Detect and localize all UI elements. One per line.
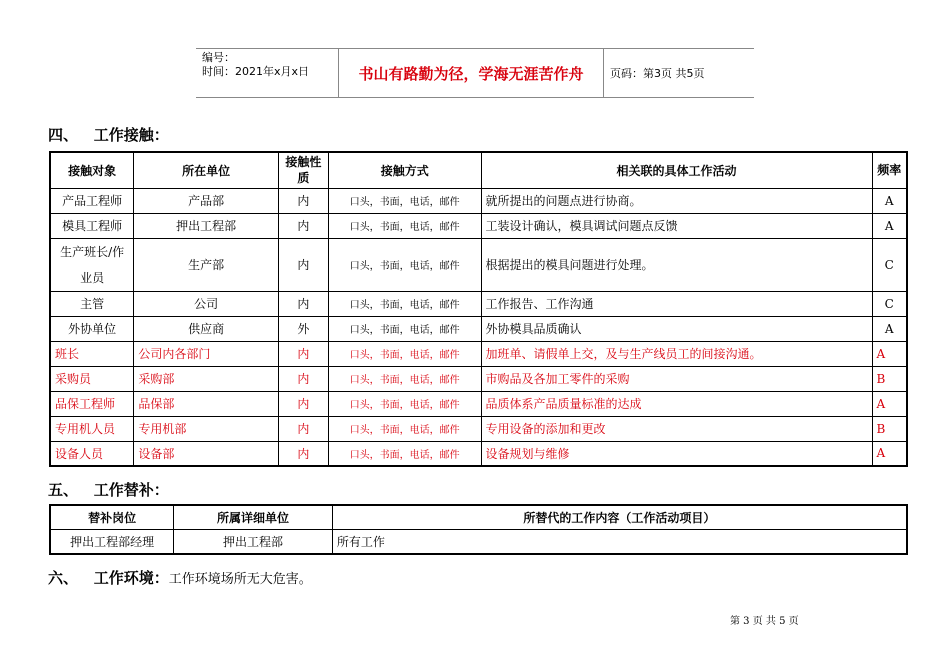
frequency-cell: A: [872, 213, 907, 238]
column-header: 接触对象: [50, 152, 134, 188]
target-cell: 设备人员: [50, 441, 134, 466]
section-title: 工作接触：: [93, 126, 169, 144]
column-header: 频率: [872, 152, 907, 188]
method-cell: 口头，书面，电话，邮件: [328, 291, 481, 316]
target-cell: 外协单位: [50, 316, 134, 341]
target-cell: 品保工程师: [50, 391, 134, 416]
target-cell: 采购员: [50, 366, 134, 391]
frequency-cell: B: [872, 416, 907, 441]
unit-cell: 公司内各部门: [134, 341, 279, 366]
contact-table: [49, 151, 908, 467]
frequency-cell: B: [872, 366, 907, 391]
method-cell: 口头，书面，电话，邮件: [328, 238, 481, 291]
table-row: [50, 529, 907, 554]
table-row: [50, 366, 907, 391]
nature-cell: 内: [278, 238, 328, 291]
activity-cell: 品质体系产品质量标准的达成: [481, 391, 872, 416]
activity-cell: 外协模具品质确认: [481, 316, 872, 341]
frequency-cell: A: [872, 341, 907, 366]
activity-cell: 专用设备的添加和更改: [481, 416, 872, 441]
table-header-row: [50, 152, 907, 188]
nature-cell: 外: [278, 316, 328, 341]
unit-cell: 产品部: [134, 188, 279, 213]
target-cell: 主管: [50, 291, 134, 316]
table-header-row: [50, 505, 907, 529]
method-cell: 口头，书面，电话，邮件: [328, 441, 481, 466]
frequency-cell: A: [872, 391, 907, 416]
table-row: [50, 213, 907, 238]
method-cell: 口头，书面，电话，邮件: [328, 188, 481, 213]
method-cell: 口头，书面，电话，邮件: [328, 341, 481, 366]
unit-cell: 供应商: [134, 316, 279, 341]
method-cell: 口头，书面，电话，邮件: [328, 391, 481, 416]
table-row: [50, 188, 907, 213]
activity-cell: 工作报告、工作沟通: [481, 291, 872, 316]
nature-cell: 内: [278, 291, 328, 316]
nature-cell: 内: [278, 441, 328, 466]
target-cell: 专用机人员: [50, 416, 134, 441]
method-cell: 口头，书面，电话，邮件: [328, 366, 481, 391]
activity-cell: 市购品及各加工零件的采购: [481, 366, 872, 391]
unit-cell: 品保部: [134, 391, 279, 416]
nature-cell: 内: [278, 391, 328, 416]
section-5-heading: [48, 479, 169, 500]
activity-cell: 根据提出的模具问题进行处理。: [481, 238, 872, 291]
unit-cell: 专用机部: [134, 416, 279, 441]
section-number: 四、: [48, 126, 79, 144]
table-row: [50, 291, 907, 316]
table-row: [50, 441, 907, 466]
frequency-cell: A: [872, 188, 907, 213]
column-header: 接触性质: [278, 152, 328, 188]
header-left: [196, 49, 338, 97]
section-6-heading: [48, 567, 312, 588]
table-row: [50, 316, 907, 341]
section-text: 工作环境场所无大危害。: [168, 572, 312, 587]
table-row: [50, 391, 907, 416]
section-number: 五、: [48, 481, 79, 499]
activity-cell: 工装设计确认，模具调试问题点反馈: [481, 213, 872, 238]
substitute-table: [49, 504, 908, 555]
activity-cell: 加班单、请假单上交，及与生产线员工的间接沟通。: [481, 341, 872, 366]
number-label: 编号：: [202, 51, 235, 64]
nature-cell: 内: [278, 188, 328, 213]
contact-table-body: [50, 188, 907, 466]
unit-cell: 采购部: [134, 366, 279, 391]
section-title: 工作替补：: [93, 481, 169, 499]
column-header: 所在单位: [134, 152, 279, 188]
target-cell: 班长: [50, 341, 134, 366]
column-header: 所属详细单位: [174, 505, 333, 529]
frequency-cell: C: [872, 291, 907, 316]
unit-cell: 设备部: [134, 441, 279, 466]
method-cell: 口头，书面，电话，邮件: [328, 316, 481, 341]
page-label: 页码：第3页 共5页: [610, 67, 705, 80]
unit-cell: 押出工程部: [174, 529, 333, 554]
activity-cell: 设备规划与维修: [481, 441, 872, 466]
table-row: [50, 238, 907, 291]
section-title: 工作环境：: [93, 569, 169, 587]
table-row: [50, 416, 907, 441]
target-cell: 产品工程师: [50, 188, 134, 213]
target-cell: 生产班长/作业员: [50, 238, 134, 291]
table-row: [50, 341, 907, 366]
page-header: [196, 48, 754, 98]
activity-cell: 就所提出的问题点进行协商。: [481, 188, 872, 213]
method-cell: 口头，书面，电话，邮件: [328, 416, 481, 441]
unit-cell: 押出工程部: [134, 213, 279, 238]
frequency-cell: A: [872, 441, 907, 466]
nature-cell: 内: [278, 341, 328, 366]
nature-cell: 内: [278, 213, 328, 238]
frequency-cell: C: [872, 238, 907, 291]
page-footer: 第 3 页 共 5 页: [730, 616, 799, 627]
column-header: 替补岗位: [50, 505, 174, 529]
target-cell: 模具工程师: [50, 213, 134, 238]
section-number: 六、: [48, 569, 79, 587]
column-header: 接触方式: [328, 152, 481, 188]
time-label: 时间：2021年x月x日: [202, 65, 310, 78]
column-header: 相关联的具体工作活动: [481, 152, 872, 188]
position-cell: 押出工程部经理: [50, 529, 174, 554]
unit-cell: 生产部: [134, 238, 279, 291]
unit-cell: 公司: [134, 291, 279, 316]
column-header: 所替代的工作内容（工作活动项目）: [332, 505, 907, 529]
frequency-cell: A: [872, 316, 907, 341]
content-cell: 所有工作: [332, 529, 907, 554]
method-cell: 口头，书面，电话，邮件: [328, 213, 481, 238]
motto: 书山有路勤为径，学海无涯苦作舟: [338, 49, 604, 97]
nature-cell: 内: [278, 416, 328, 441]
section-4-heading: [48, 124, 169, 145]
nature-cell: 内: [278, 366, 328, 391]
